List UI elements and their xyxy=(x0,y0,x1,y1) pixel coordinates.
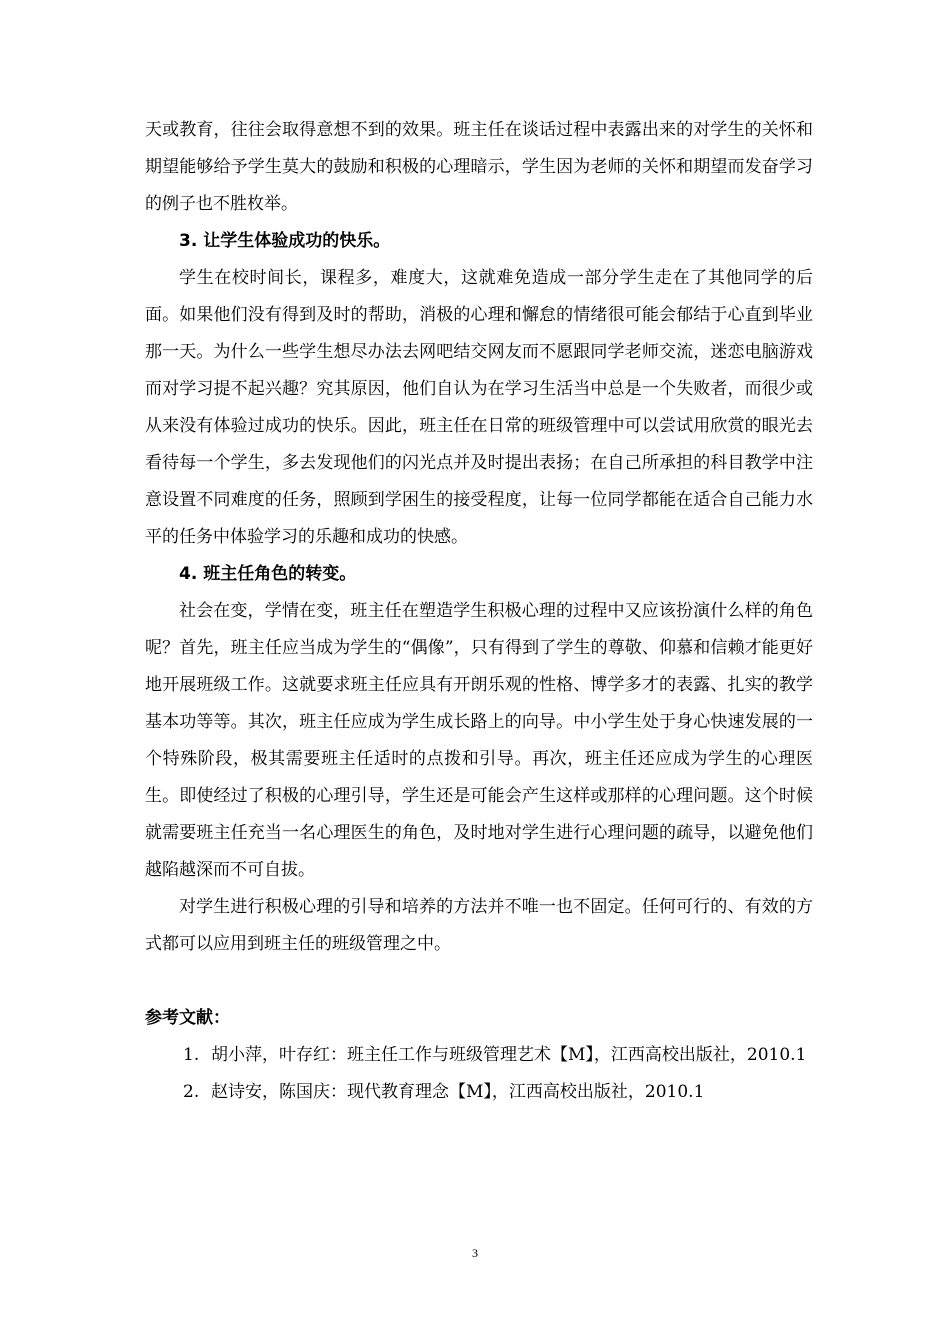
paragraph-conclusion: 对学生进行积极心理的引导和培养的方法并不唯一也不固定。任何可行的、有效的方式都可以应用到班主任的班级管理之中。 xyxy=(145,897,813,954)
reference-item xyxy=(145,1074,813,1111)
reference-item xyxy=(145,1037,813,1074)
references-title: 参考文献： xyxy=(145,1008,230,1028)
spacer xyxy=(145,963,813,1000)
reference-text: 胡小萍，叶存红：班主任工作与班级管理艺术【M】，江西高校出版社，2010.1 xyxy=(211,1045,807,1065)
section-heading-4: 4. 班主任角色的转变。 xyxy=(179,564,357,584)
document-page xyxy=(145,112,813,1111)
paragraph-continuation: 天或教育，往往会取得意想不到的效果。班主任在谈话过程中表露出来的对学生的关怀和期望能够给予学生莫大的鼓励和积极的心理暗示，学生因为老师的关怀和期望而发奋学习的例子也不胜枚举。 xyxy=(145,120,813,214)
section-heading-3: 3. 让学生体验成功的快乐。 xyxy=(179,231,391,251)
paragraph-role: 社会在变，学情在变，班主任在塑造学生积极心理的过程中又应该扮演什么样的角色呢？首先，班主任应当成为学生的“偶像”，只有得到了学生的尊敬、仰慕和信赖才能更好地开展班级工作。这就要求班主任应具有开朗乐观的性格、博学多才的表露、扎实的教学基本功等等。其次，班主任应成为学生成长路上的向导。中小学生处于身心快速发展的一个特殊阶段，极其需要班主任适时的点拨和引导。再次，班主任还应成为学生的心理医生。即使经过了积极的心理引导，学生还是可能会产生这样或那样的心理问题。这个时候就需要班主任充当一名心理医生的角色，及时地对学生进行心理问题的疏导，以避免他们越陷越深而不可自拔。 xyxy=(145,601,813,880)
reference-number: 2. xyxy=(183,1082,200,1102)
references-list xyxy=(145,1037,813,1111)
paragraph-success: 学生在校时间长，课程多，难度大，这就难免造成一部分学生走在了其他同学的后面。如果他们没有得到及时的帮助，消极的心理和懈怠的情绪很可能会郁结于心直到毕业那一天。为什么一些学生想尽办法去网吧结交网友而不愿跟同学老师交流，迷恋电脑游戏而对学习提不起兴趣？究其原因，他们自认为在学习生活当中总是一个失败者，而很少或从来没有体验过成功的快乐。因此，班主任在日常的班级管理中可以尝试用欣赏的眼光去看待每一个学生，多去发现他们的闪光点并及时提出表扬；在自己所承担的科目教学中注意设置不同难度的任务，照顾到学困生的接受程度，让每一位同学都能在适合自己能力水平的任务中体验学习的乐趣和成功的快感。 xyxy=(145,268,813,547)
page-number: 3 xyxy=(472,1246,478,1260)
reference-text: 赵诗安，陈国庆：现代教育理念【M】，江西高校出版社，2010.1 xyxy=(211,1082,705,1102)
reference-number: 1. xyxy=(183,1045,200,1065)
